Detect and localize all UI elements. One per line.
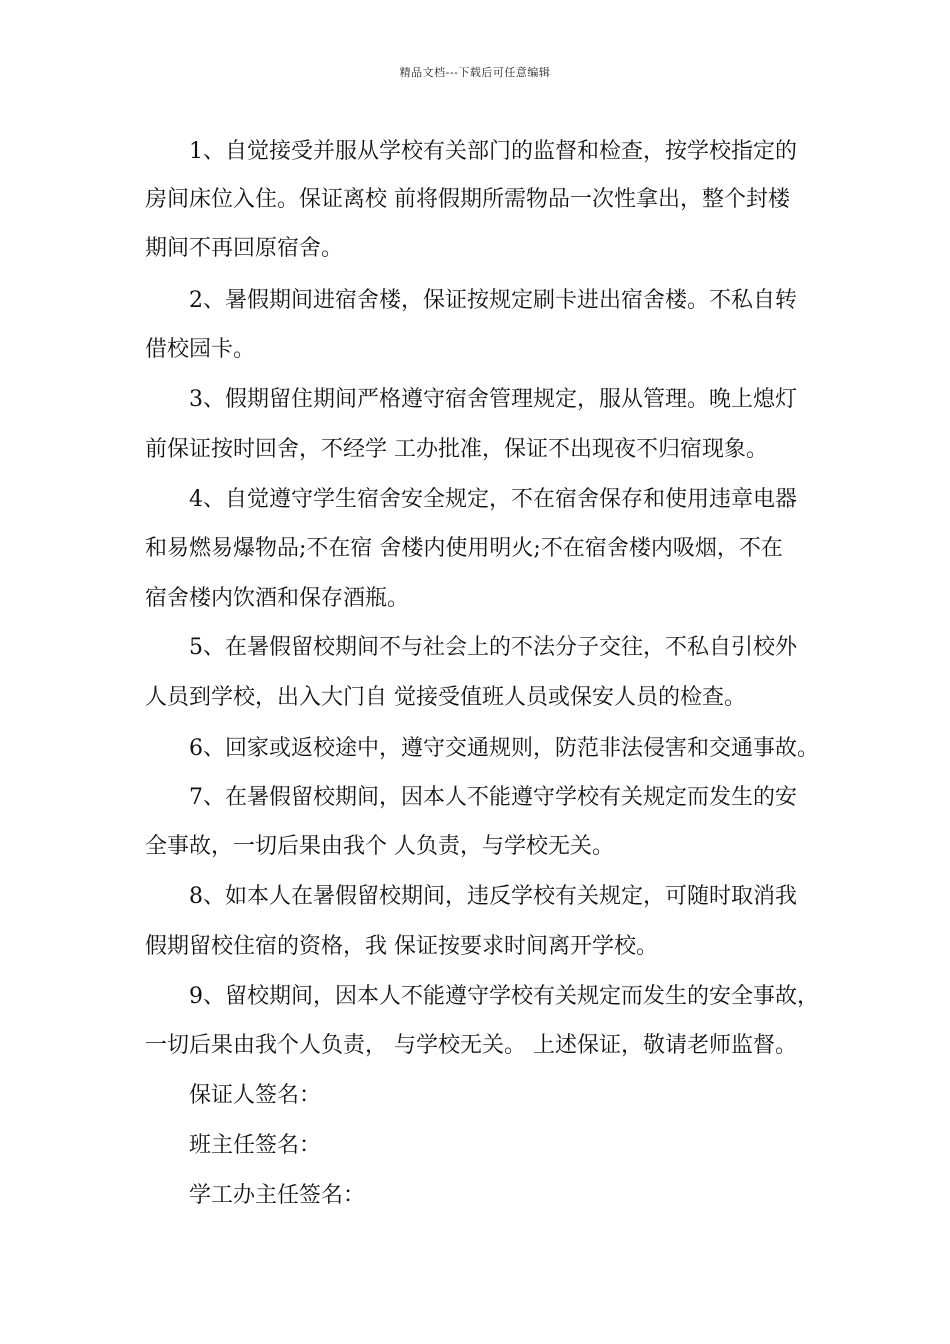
paragraph-7-line-1: 7、在暑假留校期间，因本人不能遵守学校有关规定而发生的安 [189,785,797,810]
paragraph-2-line-2: 借校园卡。 [145,337,256,362]
paragraph-3-line-2: 前保证按时回舍，不经学 工办批准，保证不出现夜不归宿现象。 [145,437,768,462]
paragraph-6-line-1: 6、回家或返校途中，遵守交通规则，防范非法侵害和交通事故。 [189,736,819,761]
paragraph-8-line-1: 8、如本人在暑假留校期间，违反学校有关规定，可随时取消我 [189,884,797,909]
paragraph-4-line-3: 宿舍楼内饮酒和保存酒瓶。 [145,586,410,611]
paragraph-3-line-1: 3、假期留住期间严格遵守宿舍管理规定，服从管理。晚上熄灯 [189,387,797,412]
paragraph-4-line-1: 4、自觉遵守学生宿舍安全规定，不在宿舍保存和使用违章电器 [189,487,797,512]
paragraph-9-line-2: 一切后果由我个人负责， 与学校无关。 上述保证，敬请老师监督。 [145,1033,797,1058]
page-header: 精品文档---下载后可任意编辑 [399,66,551,79]
guarantor-signature-label: 保证人签名： [189,1083,322,1108]
paragraph-1-line-2: 房间床位入住。保证离校 前将假期所需物品一次性拿出，整个封楼 [145,187,790,212]
paragraph-1-line-3: 期间不再回原宿舍。 [145,236,344,261]
class-teacher-signature-label: 班主任签名： [189,1133,322,1158]
student-affairs-director-signature-label: 学工办主任签名： [189,1183,366,1208]
paragraph-7-line-2: 全事故，一切后果由我个 人负责，与学校无关。 [145,834,614,859]
paragraph-9-line-1: 9、留校期间，因本人不能遵守学校有关规定而发生的安全事故， [189,984,819,1009]
paragraph-1-line-1: 1、自觉接受并服从学校有关部门的监督和检查，按学校指定的 [189,139,797,164]
paragraph-4-line-2: 和易燃易爆物品;不在宿 舍楼内使用明火;不在宿舍楼内吸烟，不在 [145,536,783,561]
paragraph-5-line-1: 5、在暑假留校期间不与社会上的不法分子交往，不私自引校外 [189,635,797,660]
paragraph-5-line-2: 人员到学校，出入大门自 觉接受值班人员或保安人员的检查。 [145,685,746,710]
paragraph-8-line-2: 假期留校住宿的资格，我 保证按要求时间离开学校。 [145,934,658,959]
paragraph-2-line-1: 2、暑假期间进宿舍楼，保证按规定刷卡进出宿舍楼。不私自转 [189,288,797,313]
